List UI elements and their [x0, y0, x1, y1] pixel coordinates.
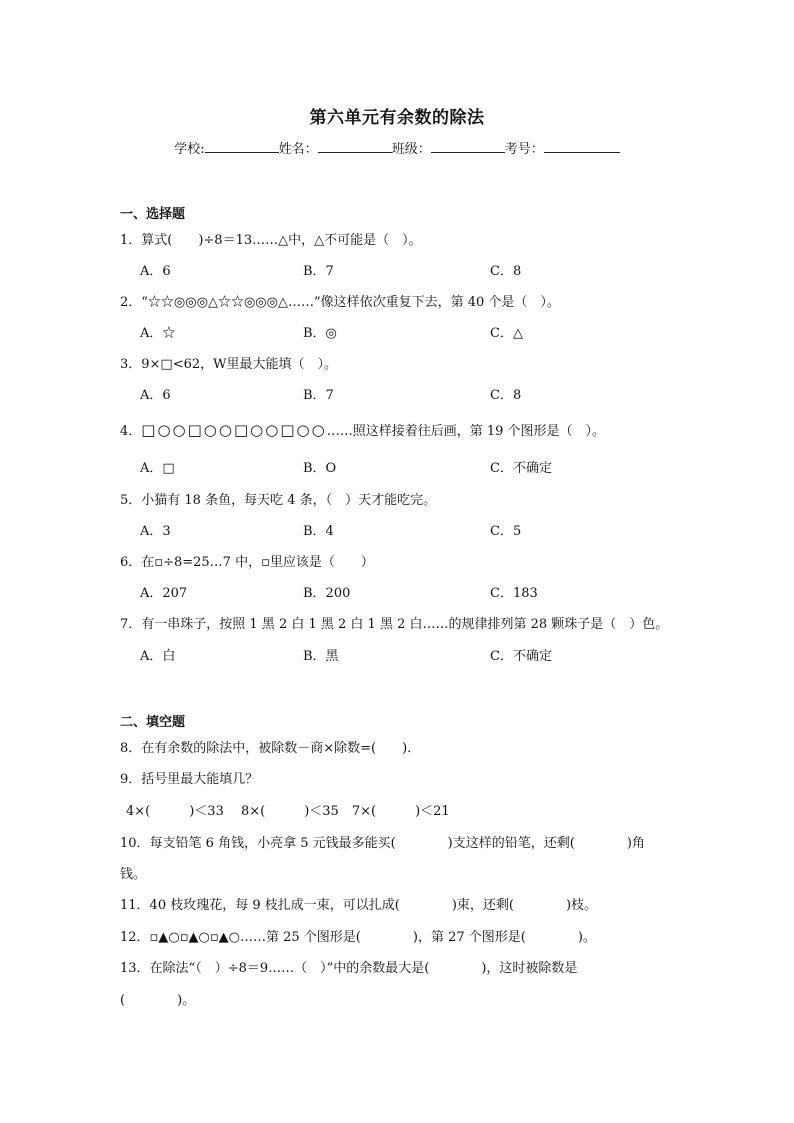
option-c[interactable]: C．183 — [490, 586, 538, 601]
page-title: 第六单元有余数的除法 — [309, 108, 485, 128]
question-4-shape-sequence: □○○□○○□○○□○○ — [141, 421, 327, 439]
question-3: 3．9×□<62，W里最大能填（ ）。 — [120, 357, 338, 372]
question-4-text: ……照这样接着往后画，第 19 个图形是（ ）。 — [326, 424, 605, 439]
name-label: 姓名： — [278, 142, 318, 157]
question-13: 13．在除法“（ ）÷8＝9……（ ）”中的余数最大是( )，这时被除数是 — [120, 961, 578, 976]
option-b[interactable]: B．4 — [303, 524, 334, 539]
option-a[interactable]: A．6 — [140, 264, 171, 279]
question-6-options — [140, 582, 700, 600]
option-b[interactable]: B．7 — [303, 264, 334, 279]
question-4 — [120, 420, 605, 439]
option-a[interactable]: A．3 — [140, 524, 171, 539]
option-c[interactable]: C．8 — [490, 388, 522, 403]
class-label: 班级： — [391, 142, 431, 157]
question-7: 7．有一串珠子，按照 1 黑 2 白 1 黑 2 白 1 黑 2 白……的规律排列第 28 颗珠子是（ ）色。 — [120, 617, 669, 632]
school-label: 学校: — [174, 142, 205, 157]
option-c[interactable]: C．5 — [490, 524, 522, 539]
question-4-options — [140, 457, 700, 475]
option-c[interactable]: C．不确定 — [490, 461, 552, 476]
question-4-number: 4． — [120, 424, 142, 439]
question-3-options — [140, 384, 700, 402]
student-info-row — [0, 138, 794, 157]
class-blank[interactable] — [431, 140, 505, 153]
question-9-expressions: 4×( )＜33 8×( )＜35 7×( )＜21 — [126, 804, 450, 819]
question-1: 1．算式( )÷8＝13……△中，△不可能是（ ）。 — [120, 233, 422, 248]
section-heading-choice: 一、选择题 — [120, 207, 186, 222]
option-a[interactable]: A．6 — [140, 388, 171, 403]
exam-no-blank[interactable] — [544, 140, 620, 153]
option-a[interactable]: A．207 — [140, 586, 188, 601]
question-5-options — [140, 520, 700, 538]
question-6: 6．在▫÷8=25…7 中，▫里应该是（ ） — [120, 555, 374, 570]
option-a[interactable]: A．☆ — [140, 326, 176, 341]
question-2-options — [140, 322, 700, 340]
option-c[interactable]: C．不确定 — [490, 649, 552, 664]
section-heading-fill-blank: 二、填空题 — [120, 715, 186, 730]
question-12: 12．▫▲○▫▲○▫▲○……第 25 个图形是( )，第 27 个图形是( )。 — [120, 930, 596, 945]
question-8: 8．在有余数的除法中，被除数－商×除数=( )． — [120, 741, 421, 756]
question-9: 9．括号里最大能填几？ — [120, 772, 259, 787]
option-b[interactable]: B．200 — [303, 586, 351, 601]
question-1-options — [140, 260, 700, 278]
question-7-options — [140, 645, 700, 663]
question-11: 11．40 枝玫瑰花，每 9 枝扎成一束，可以扎成( )束，还剩( )枝。 — [120, 898, 598, 913]
option-a[interactable]: A．□ — [140, 461, 175, 476]
question-10-continued: 钱。 — [120, 867, 147, 882]
school-blank[interactable] — [205, 140, 279, 153]
option-a[interactable]: A．白 — [140, 649, 176, 664]
option-b[interactable]: B．黑 — [303, 649, 339, 664]
option-b[interactable]: B．7 — [303, 388, 334, 403]
question-2: 2．“☆☆◎◎◎△☆☆◎◎◎△……”像这样依次重复下去，第 40 个是（ ）。 — [120, 295, 560, 310]
exam-no-label: 考号： — [504, 142, 544, 157]
option-b[interactable]: B．O — [303, 461, 337, 476]
question-13-continued: ( )。 — [120, 993, 196, 1008]
question-10: 10．每支铅笔 6 角钱，小亮拿 5 元钱最多能买( )支这样的铅笔，还剩( )角 — [120, 836, 645, 851]
option-c[interactable]: C．△ — [490, 326, 523, 341]
option-b[interactable]: B．◎ — [303, 326, 337, 341]
option-c[interactable]: C．8 — [490, 264, 522, 279]
question-5: 5．小猫有 18 条鱼，每天吃 4 条，（ ）天才能吃完。 — [120, 493, 437, 508]
name-blank[interactable] — [318, 140, 392, 153]
